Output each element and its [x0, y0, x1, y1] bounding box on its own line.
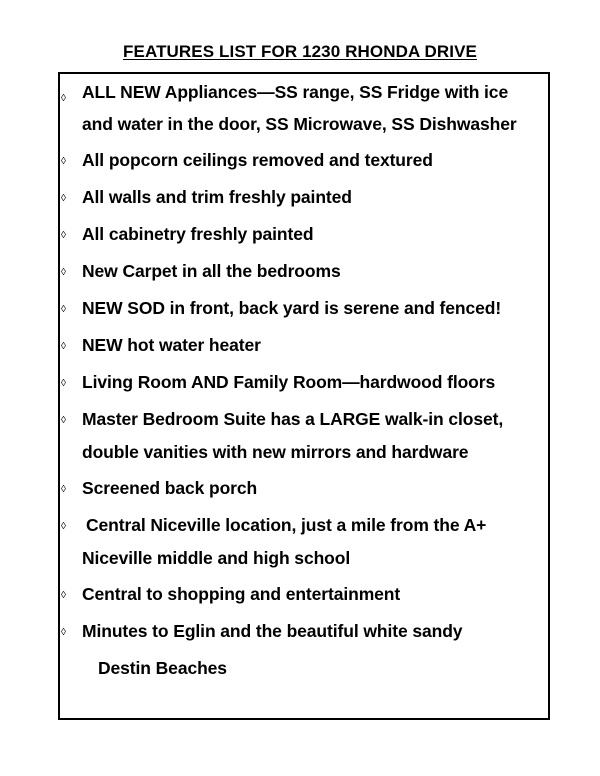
diamond-bullet-icon: ◊ [61, 304, 66, 315]
diamond-bullet-icon: ◊ [61, 230, 66, 241]
feature-text: All popcorn ceilings removed and textured [82, 150, 433, 170]
diamond-bullet-icon: ◊ [61, 484, 66, 495]
feature-text: Niceville middle and high school [82, 548, 351, 568]
diamond-bullet-icon: ◊ [61, 627, 66, 638]
diamond-bullet-icon: ◊ [61, 521, 66, 532]
diamond-bullet-icon: ◊ [61, 267, 66, 278]
diamond-bullet-icon: ◊ [61, 590, 66, 601]
features-box [58, 72, 550, 720]
diamond-bullet-icon: ◊ [61, 341, 66, 352]
diamond-bullet-icon: ◊ [61, 415, 66, 426]
feature-text: Minutes to Eglin and the beautiful white sandy [82, 621, 463, 641]
feature-text: Living Room AND Family Room—hardwood floors [82, 372, 496, 392]
feature-text: Screened back porch [82, 478, 258, 498]
feature-text: Central Niceville location, just a mile from the A+ [86, 515, 487, 535]
feature-text: double vanities with new mirrors and hardware [82, 442, 469, 462]
feature-text: and water in the door, SS Microwave, SS Dishwasher [82, 114, 517, 134]
feature-text: New Carpet in all the bedrooms [82, 261, 341, 281]
page-title: FEATURES LIST FOR 1230 RHONDA DRIVE [123, 42, 477, 61]
feature-text: Central to shopping and entertainment [82, 584, 401, 604]
feature-text: Master Bedroom Suite has a LARGE walk-in closet, [82, 409, 504, 429]
diamond-bullet-icon: ◊ [61, 93, 66, 104]
diamond-bullet-icon: ◊ [61, 378, 66, 389]
feature-text: NEW hot water heater [82, 335, 261, 355]
feature-text: NEW SOD in front, back yard is serene and fenced! [82, 298, 502, 318]
feature-text: Destin Beaches [98, 658, 227, 678]
feature-text: All cabinetry freshly painted [82, 224, 314, 244]
feature-text: All walls and trim freshly painted [82, 187, 352, 207]
diamond-bullet-icon: ◊ [61, 193, 66, 204]
feature-text: ALL NEW Appliances—SS range, SS Fridge with ice [82, 82, 509, 102]
diamond-bullet-icon: ◊ [61, 156, 66, 167]
